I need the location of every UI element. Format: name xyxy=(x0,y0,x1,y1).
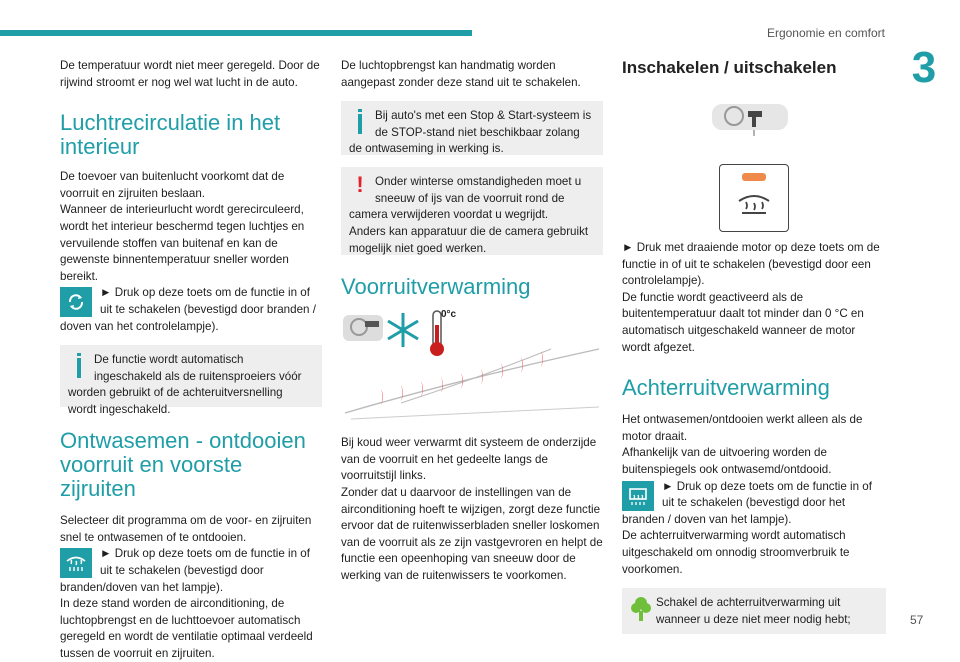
column-2 xyxy=(341,58,603,585)
heading-recirculation: Luchtrecirculatie in het interieur xyxy=(60,110,281,160)
heading-rear-screen-heating: Achterruitverwarming xyxy=(622,375,830,401)
info-icon xyxy=(68,352,90,382)
recirculation-note-wrap xyxy=(60,345,322,416)
rear-heating-text-2: De achterruitverwarming wordt automatisch uitgeschakeld om onnodig stroomverbruik te voorkomen. xyxy=(622,529,850,576)
section-title: Ergonomie en comfort xyxy=(766,26,885,40)
rear-heating-action xyxy=(622,479,886,529)
column-3 xyxy=(622,58,886,634)
front-defrost-button-icon xyxy=(60,548,92,578)
info-note-text: Bij auto's met een Stop & Start-systeem is de STOP-stand niet beschikbaar zolang de ontwaseming in werking is. xyxy=(349,109,592,156)
rear-defrost-button-icon xyxy=(622,481,654,511)
defrost-action xyxy=(60,546,322,596)
column-1 xyxy=(60,58,322,662)
page-number: 57 xyxy=(910,613,924,627)
recirculation-action-text: ► Druk op deze toets om de functie in of uit te schakelen (bevestigd door branden / doven van het controlelampje). xyxy=(60,286,316,333)
recirculation-info-note xyxy=(60,345,322,416)
steering-wheel-icon xyxy=(712,102,792,138)
eco-note xyxy=(622,588,886,634)
defrost-text: Selecteer dit programma om de voor- en zijruiten snel te ontwasemen of te ontdooien. xyxy=(60,514,312,544)
defrost-action-text: ► Druk op deze toets om de functie in of uit te schakelen (bevestigd door branden/doven van het lampje). xyxy=(60,547,310,594)
col2-intro: De luchtopbrengst kan handmatig worden aangepast zonder deze stand uit te schakelen. xyxy=(341,59,581,89)
windscreen-heating-button-icon xyxy=(719,164,789,232)
warning-icon: ! xyxy=(356,172,364,198)
heading-defrost: Ontwasemen - ontdooien voorruit en voorste zijruiten xyxy=(60,428,306,502)
button-illustration xyxy=(622,78,886,220)
heading-on-off: Inschakelen / uitschakelen xyxy=(622,58,837,77)
snowflake-icon xyxy=(388,313,418,347)
windscreen-illustration xyxy=(341,309,603,429)
recirculation-action xyxy=(60,285,322,335)
camera-warning-note xyxy=(341,167,603,255)
info-icon xyxy=(349,108,371,138)
recirculation-button-icon xyxy=(60,287,92,317)
info-note-text: De functie wordt automatisch ingeschakeld als de ruitensproeiers vóór worden gebruikt of de achteruitversnelling wordt ingeschakeld. xyxy=(68,353,302,416)
eco-tree-icon xyxy=(630,595,652,625)
stop-start-info-note xyxy=(341,101,603,155)
windscreen-heating-text: Bij koud weer verwarmt dit systeem de onderzijde van de voorruit en het gedeelte langs de voorruitstijl links. Zonder dat u daarvoor de instellingen van de airconditioning hoeft te wijzigen, zorgt deze functie ervoor dat de ruitenwisserbladen sneller loskomen van de voorruit als ze zijn vastgevroren en helpt de functie een opeenhoping van sneeuw door de werking van de ruitenwissers te voorkomen. xyxy=(341,436,603,582)
eco-note-text: Schakel de achterruitverwarming uit wanneer u deze niet meer nodig hebt; xyxy=(656,596,851,626)
defrost-text-2: In deze stand worden de airconditioning, de luchtopbrengst en de luchttoevoer automatisch geregeld en wordt de ventilatie optimaal verdeeld tussen de voorruit en zijruiten. xyxy=(60,597,313,660)
on-off-text: ► Druk met draaiende motor op deze toets om de functie in of uit te schakelen (bevestigd door een controlelampje). De functie wordt geactiveerd als de buitentemperatuur daalt tot minder dan 0 °C en automatisch uitgeschakeld wanneer de motor wordt afgezet. xyxy=(622,241,880,354)
rear-heating-text: Het ontwasemen/ontdooien werkt alleen als de motor draait. Afhankelijk van de uitvoering worden de buitenspiegels ook ontwasemd/ontdooid. xyxy=(622,413,863,476)
heading-windscreen-heating: Voorruitverwarming xyxy=(341,274,531,300)
recirculation-text: De toevoer van buitenlucht voorkomt dat de voorruit en zijruiten beslaan. Wanneer de interieurlucht wordt gerecirculeerd, wordt het interieur beschermd tegen luchtjes en vervuilende stoffen van buitenaf en kan de gewenste binnentemperatuur sneller worden bereikt. xyxy=(60,170,305,283)
temperature-label: 0°c xyxy=(441,309,457,321)
windscreen-heating-illustration xyxy=(341,309,603,429)
header-accent-bar xyxy=(0,30,472,36)
indicator-lamp xyxy=(742,173,766,181)
rear-heating-action-text: ► Druk op deze toets om de functie in of uit te schakelen (bevestigd door het branden / doven van het lampje). xyxy=(622,479,872,526)
warning-note-text: Onder winterse omstandigheden moet u sneeuw of ijs van de voorruit rond de camera verwijderen voordat u wegrijdt. Anders kan apparatuur die de camera gebruikt mogelijk niet goed werken. xyxy=(349,175,589,255)
chapter-number: 3 xyxy=(911,43,937,92)
intro-paragraph: De temperatuur wordt niet meer geregeld. Door de rijwind stroomt er nog wel wat lucht in de auto. xyxy=(60,59,320,89)
